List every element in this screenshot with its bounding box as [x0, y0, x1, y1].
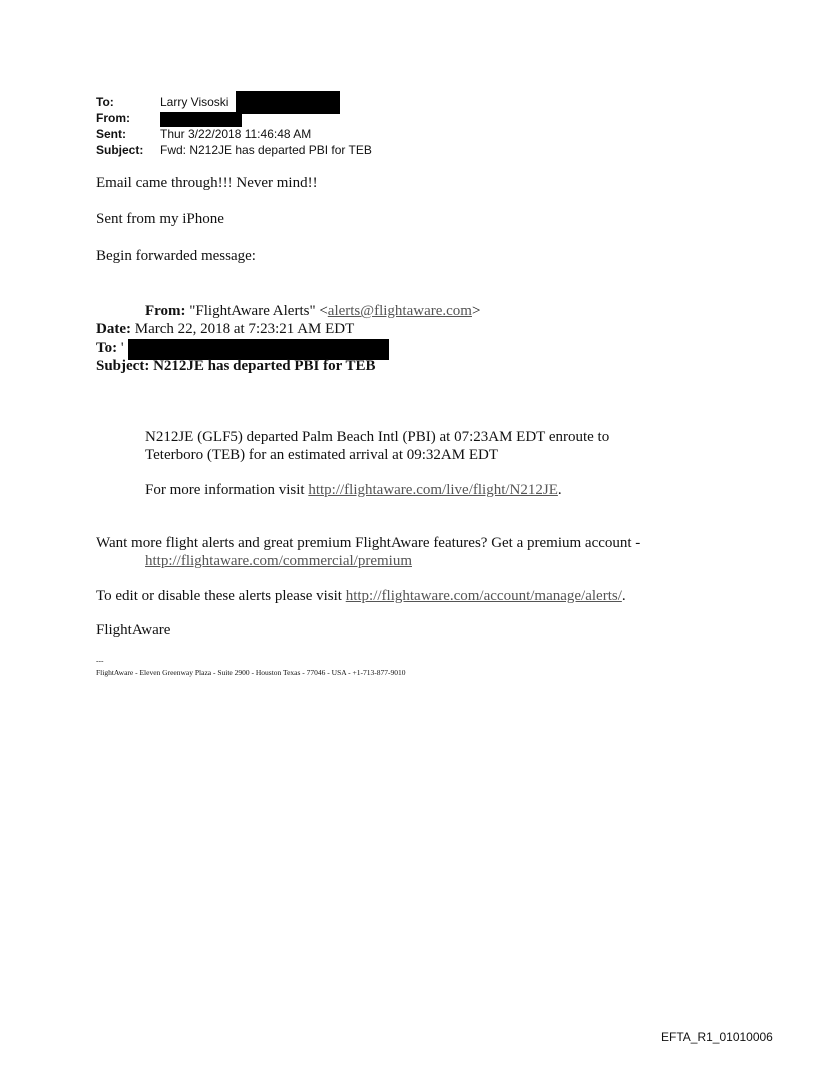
redaction-box [236, 91, 340, 114]
fwd-from-line [145, 303, 480, 320]
body-line-1: Email came through!!! Never mind!! [96, 175, 318, 191]
flight-tracking-link[interactable]: http://flightaware.com/live/flight/N212JE [308, 482, 558, 498]
fwd-date-line [96, 321, 354, 338]
alert-info-text: For more information visit [145, 482, 309, 498]
subject-label: Subject: [96, 143, 144, 157]
fwd-subject-line [96, 358, 375, 375]
edit-alerts-line [96, 588, 626, 605]
manage-alerts-link[interactable]: http://flightaware.com/account/manage/alerts/ [345, 588, 622, 604]
alert-info-end: . [557, 482, 562, 498]
to-value: Larry Visoski [160, 95, 229, 109]
fwd-subject-label: Subject: [96, 358, 150, 374]
alert-info-line [145, 482, 562, 499]
sent-value: Thur 3/22/2018 11:46:48 AM [160, 127, 312, 141]
fwd-subject-value: N212JE has departed PBI for TEB [153, 358, 376, 374]
fwd-date-label: Date: [96, 321, 131, 337]
body-line-2: Sent from my iPhone [96, 211, 224, 227]
fwd-from-close: > [471, 303, 481, 319]
fwd-to-line [96, 340, 124, 357]
document-id: EFTA_R1_01010006 [661, 1030, 773, 1044]
promo-line-2 [145, 553, 412, 570]
footer-address: FlightAware - Eleven Greenway Plaza - Suite 2900 - Houston Texas - 77046 - USA - +1-713-877-9010 [96, 668, 406, 677]
redaction-box [128, 339, 389, 360]
fwd-from-name: "FlightAware Alerts" < [189, 303, 328, 319]
alert-line-1: N212JE (GLF5) departed Palm Beach Intl (PBI) at 07:23AM EDT enroute to [145, 429, 610, 445]
footer-dashes: --- [96, 656, 104, 665]
body-line-3: Begin forwarded message: [96, 248, 256, 264]
fwd-from-email-link[interactable]: alerts@flightaware.com [327, 303, 472, 319]
subject-value: Fwd: N212JE has departed PBI for TEB [160, 143, 372, 157]
fwd-from-label: From: [145, 303, 186, 319]
edit-alerts-end: . [621, 588, 626, 604]
from-label: From: [96, 111, 130, 125]
alert-line-2: Teterboro (TEB) for an estimated arrival at 09:32AM EDT [145, 447, 498, 463]
signature: FlightAware [96, 622, 171, 638]
edit-alerts-text: To edit or disable these alerts please visit [96, 588, 346, 604]
fwd-date-value: March 22, 2018 at 7:23:21 AM EDT [134, 321, 355, 337]
promo-text: Want more flight alerts and great premium FlightAware features? Get a premium account - [96, 535, 641, 551]
sent-label: Sent: [96, 127, 126, 141]
premium-link[interactable]: http://flightaware.com/commercial/premium [145, 553, 412, 569]
to-label: To: [96, 95, 114, 109]
fwd-to-value: ' [120, 340, 124, 356]
fwd-to-label: To: [96, 340, 118, 356]
redaction-box [160, 112, 242, 127]
